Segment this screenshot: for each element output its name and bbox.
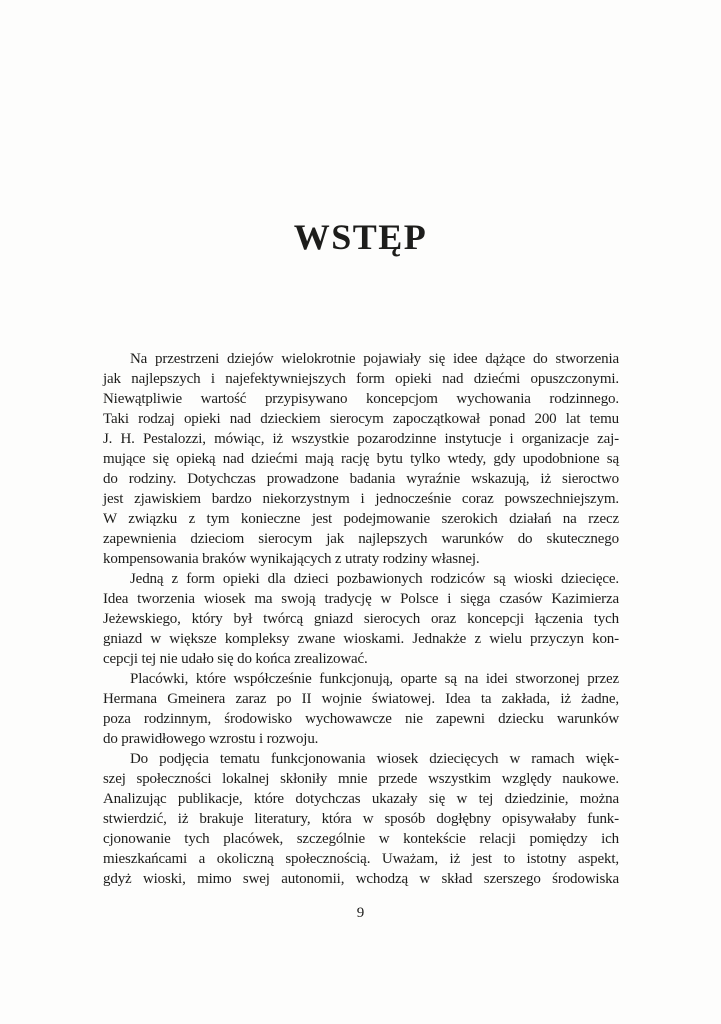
text-line: Idea tworzenia wiosek ma swoją tradycję w Polsce i sięga czasów Kazimierza	[103, 591, 619, 607]
text-line: Taki rodzaj opieki nad dzieckiem sierocym zapoczątkował ponad 200 lat temu	[103, 411, 619, 427]
text-line: zapewnienia dzieciom sierocym jak najlepszych warunków do skutecznego	[103, 531, 619, 547]
text-line: Niewątpliwie wartość przypisywano koncepcjom wychowania rodzinnego.	[103, 391, 619, 407]
text-line: jest zjawiskiem bardzo niekorzystnym i jednocześnie coraz powszechniejszym.	[103, 491, 619, 507]
text-line: mieszkańcami a okoliczną społecznością. Uważam, iż jest to istotny aspekt,	[103, 851, 619, 867]
text-line: Na przestrzeni dziejów wielokrotnie pojawiały się idee dążące do stworzenia	[130, 351, 619, 367]
text-line: Placówki, które współcześnie funkcjonują, oparte są na idei stworzonej przez	[130, 671, 619, 687]
text-line: stwierdzić, iż brakuje literatury, która w sposób dogłębny opisywałaby funk-	[103, 811, 619, 827]
paragraph	[103, 569, 619, 669]
text-line: mujące się opieką nad dziećmi mają rację bytu tylko wtedy, gdy upodobnione są	[103, 451, 619, 467]
paragraph	[103, 669, 619, 749]
page-number: 9	[356, 905, 365, 921]
paragraph	[103, 749, 619, 889]
text-line: Jedną z form opieki dla dzieci pozbawionych rodziców są wioski dziecięce.	[130, 571, 619, 587]
text-line: Jeżewskiego, który był twórcą gniazd sierocych oraz koncepcji łączenia tych	[103, 611, 619, 627]
text-line: gniazd w większe kompleksy zwane wioskami. Jednakże z wielu przyczyn kon-	[103, 631, 619, 647]
paragraph	[103, 349, 619, 569]
text-line: szej społeczności lokalnej skłoniły mnie przede wszystkim względy naukowe.	[103, 771, 619, 787]
text-line: kompensowania braków wynikających z utraty rodziny własnej.	[103, 551, 480, 567]
chapter-title: WSTĘP	[293, 217, 428, 257]
text-line: Analizując publikacje, które dotychczas ukazały się w tej dziedzinie, można	[103, 791, 619, 807]
text-line: gdyż wioski, mimo swej autonomii, wchodzą w skład szerszego środowiska	[103, 871, 619, 887]
text-line: do rodziny. Dotychczas prowadzone badania wyraźnie wskazują, iż sieroctwo	[103, 471, 619, 487]
text-line: poza rodzinnym, środowisko wychowawcze nie zapewni dziecku warunków	[103, 711, 619, 727]
text-line: Hermana Gmeinera zaraz po II wojnie światowej. Idea ta zakłada, iż żadne,	[103, 691, 619, 707]
text-line: J. H. Pestalozzi, mówiąc, iż wszystkie pozarodzinne instytucje i organizacje zaj-	[103, 431, 619, 447]
text-line: do prawidłowego wzrostu i rozwoju.	[103, 731, 319, 747]
text-line: Do podjęcia tematu funkcjonowania wiosek dziecięcych w ramach więk-	[130, 751, 619, 767]
text-line: cepcji tej nie udało się do końca zrealizować.	[103, 651, 368, 667]
text-line: W związku z tym konieczne jest podejmowanie szerokich działań na rzecz	[103, 511, 619, 527]
text-line: jak najlepszych i najefektywniejszych form opieki nad dziećmi opuszczonymi.	[103, 371, 619, 387]
body-text	[103, 349, 619, 889]
text-line: cjonowanie tych placówek, szczególnie w kontekście relacji pomiędzy ich	[103, 831, 619, 847]
